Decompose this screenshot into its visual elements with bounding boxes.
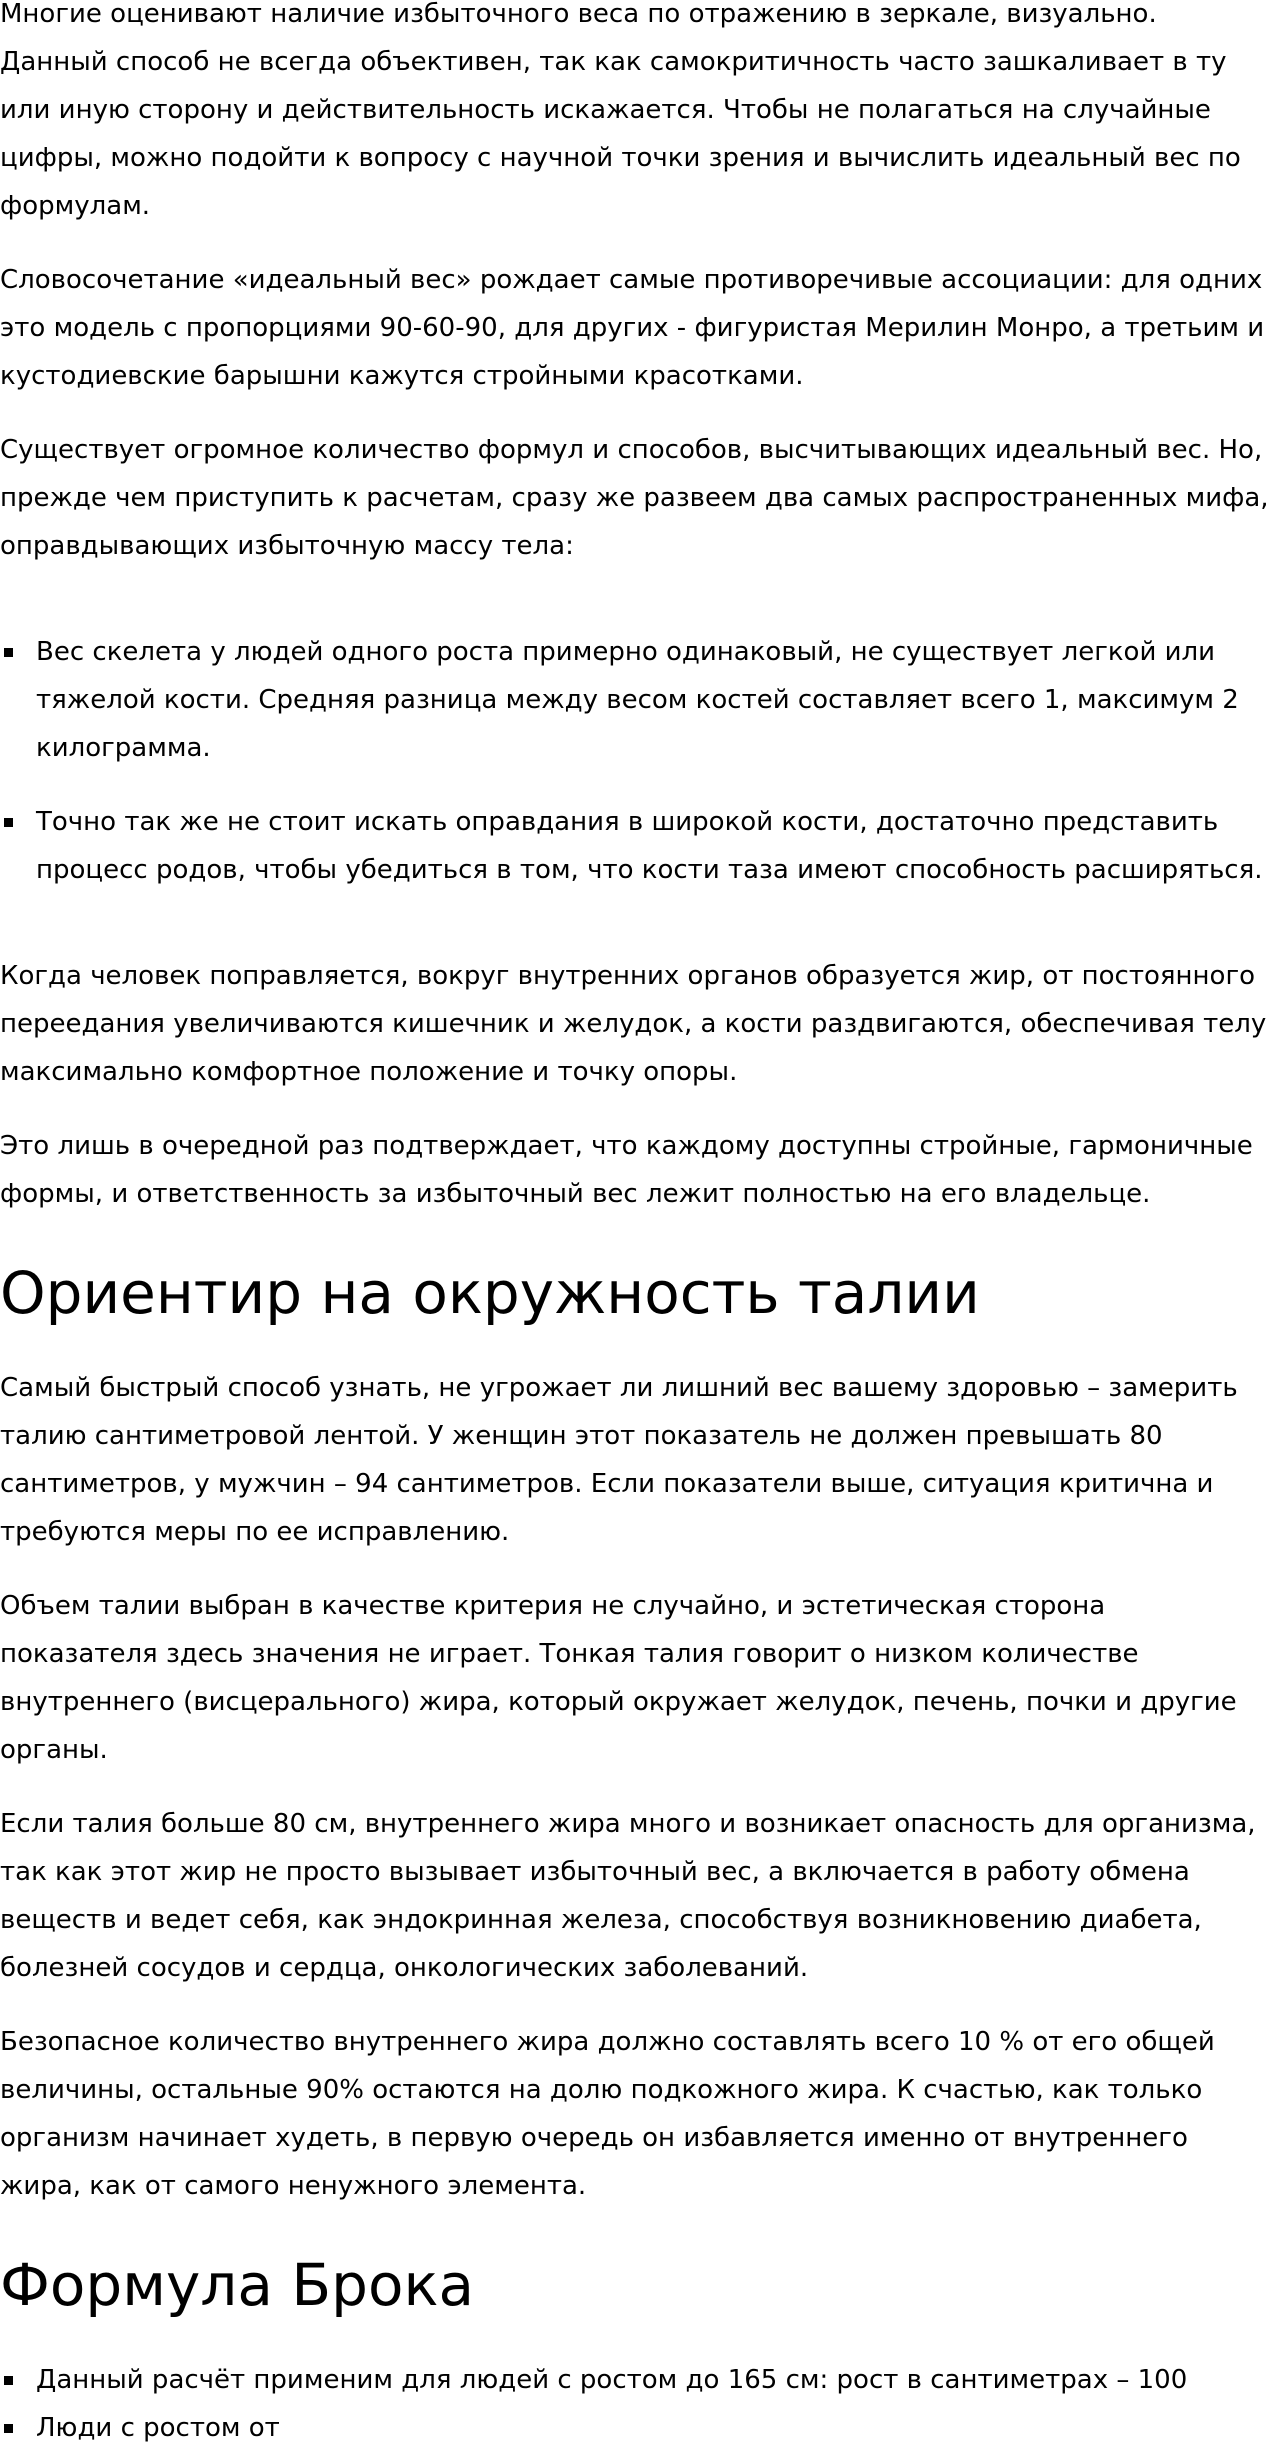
square-bullet-icon [4, 2424, 13, 2433]
section-heading-waist: Ориентир на окружность талии [0, 1259, 980, 1327]
body-paragraph: Самый быстрый способ узнать, не угрожает ли лишний вес вашему здоровью – замерить талию сантиметровой лентой. У женщин этот показатель не должен превышать 80 сантиметров, у мужчин – 94 сантиметров. Если показатели выше, ситуация критична и требуются меры по ее исправлению. [0, 1373, 1238, 1547]
square-bullet-icon [4, 2376, 13, 2385]
body-paragraph: Объем талии выбран в качестве критерия не случайно, и эстетическая сторона показателя здесь значения не играет. Тонкая талия говорит о низком количестве внутреннего (висцерального) жира, который окружает желудок, печень, почки и другие органы. [0, 1591, 1237, 1765]
list-item-text: Данный расчёт применим для людей с ростом до 165 см: рост в сантиметрах – 100 [36, 2365, 1188, 2395]
list-item [0, 2356, 1270, 2404]
list-item [0, 798, 1270, 894]
list-item-text: Люди с ростом от [36, 2413, 280, 2443]
body-paragraph: Когда человек поправляется, вокруг внутренних органов образуется жир, от постоянного переедания увеличиваются кишечник и желудок, а кости раздвигаются, обеспечивая телу максимально комфортное положение и точку опоры. [0, 961, 1267, 1087]
intro-paragraph: Существует огромное количество формул и способов, высчитывающих идеальный вес. Но, прежде чем приступить к расчетам, сразу же развеем два самых распространенных мифа, оправдывающих избыточную массу тела: [0, 435, 1269, 561]
intro-paragraph: Словосочетание «идеальный вес» рождает самые противоречивые ассоциации: для одних это модель с пропорциями 90-60-90, для других - фигуристая Мерилин Монро, а третьим и кустодиевские барышни кажутся стройными красотками. [0, 265, 1265, 391]
square-bullet-icon [4, 818, 13, 827]
body-paragraph: Это лишь в очередной раз подтверждает, что каждому доступны стройные, гармоничные формы, и ответственность за избыточный вес лежит полностью на его владельце. [0, 1131, 1253, 1209]
body-paragraph: Безопасное количество внутреннего жира должно составлять всего 10 % от его общей величины, остальные 90% остаются на долю подкожного жира. К счастью, как только организм начинает худеть, в первую очередь он избавляется именно от внутреннего жира, как от самого ненужного элемента. [0, 2027, 1215, 2201]
list-item [0, 2404, 1270, 2452]
body-paragraph: Если талия больше 80 см, внутреннего жира много и возникает опасность для организма, так как этот жир не просто вызывает избыточный вес, а включается в работу обмена веществ и ведет себя, как эндокринная железа, способствуя возникновению диабета, болезней сосудов и сердца, онкологических заболеваний. [0, 1809, 1256, 1983]
list-item [0, 628, 1270, 772]
broca-list [0, 2356, 1270, 2452]
list-item-text: Вес скелета у людей одного роста примерно одинаковый, не существует легкой или тяжелой кости. Средняя разница между весом костей составляет всего 1, максимум 2 килограмма. [36, 637, 1239, 763]
square-bullet-icon [4, 648, 13, 657]
myths-list [0, 628, 1270, 894]
intro-paragraph: Многие оценивают наличие избыточного веса по отражению в зеркале, визуально. Данный способ не всегда объективен, так как самокритичность часто зашкаливает в ту или иную сторону и действительность искажается. Чтобы не полагаться на случайные цифры, можно подойти к вопросу с научной точки зрения и вычислить идеальный вес по формулам. [0, 0, 1241, 221]
section-heading-broca: Формула Брока [0, 2251, 475, 2319]
list-item-text: Точно так же не стоит искать оправдания в широкой кости, достаточно представить процесс родов, чтобы убедиться в том, что кости таза имеют способность расширяться. [36, 807, 1263, 885]
